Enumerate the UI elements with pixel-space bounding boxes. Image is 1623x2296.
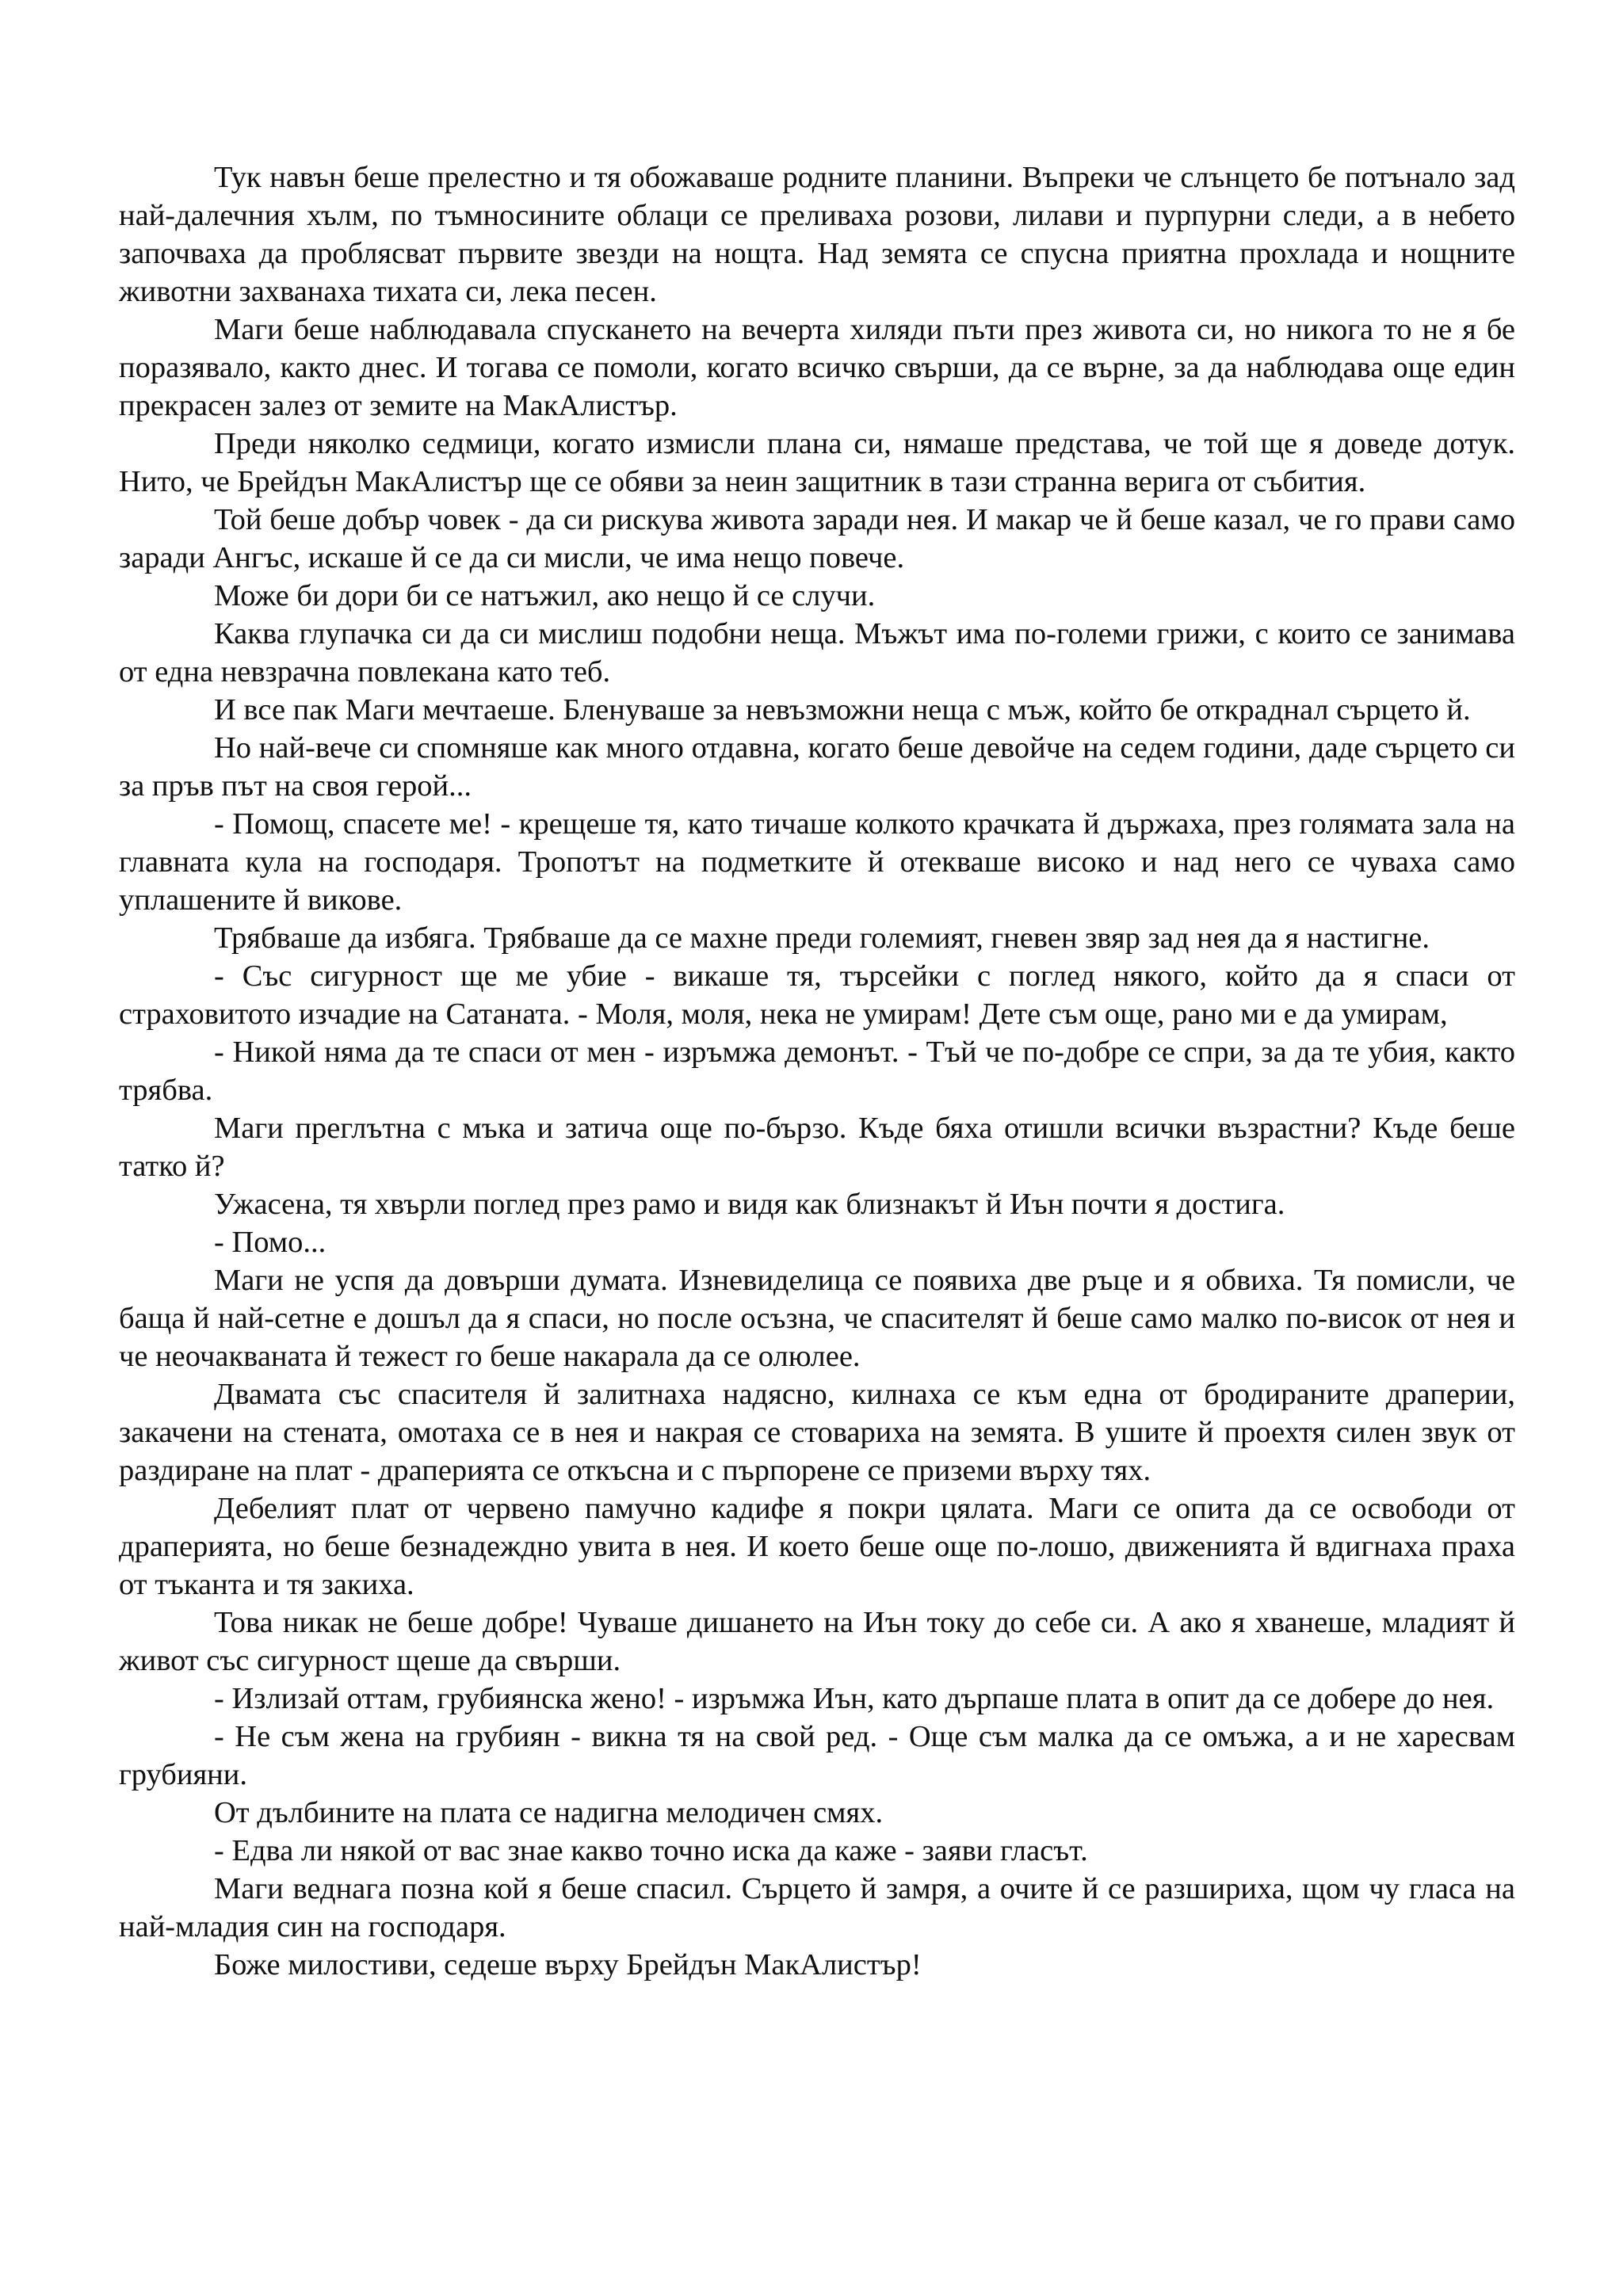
paragraph: Но най-вече си спомняше как много отдавна, когато беше девойче на седем години, даде сърцето си за пръв път на своя герой... — [119, 731, 1515, 803]
paragraph: От дълбините на плата се надигна мелодичен смях. — [214, 1796, 884, 1829]
paragraph: Маги веднага позна кой я беше спасил. Сърцето й замря, а очите й се разшириха, щом чу гласа на най-младия син на господаря. — [119, 1872, 1515, 1943]
paragraph: Той беше добър човек - да си рискува живота заради нея. И макар че й беше казал, че го прави само заради Ангъс, искаше й се да си мисли, че има нещо повече. — [119, 503, 1515, 574]
paragraph: И все пак Маги мечтаеше. Бленуваше за невъзможни неща с мъж, който бе откраднал сърцето й. — [214, 693, 1471, 727]
paragraph: Може би дори би се натъжил, ако нещо й се случи. — [214, 579, 876, 612]
paragraph: Маги не успя да довърши думата. Изневиделица се появиха две ръце и я обвиха. Тя помисли, че баща й най-сетне е дошъл да я спаси, но после осъзна, че спасителят й беше само малко по-висок от нея и че неочакваната й тежест го беше накарала да се олюлее. — [119, 1264, 1515, 1373]
paragraph: Трябваше да избяга. Трябваше да се махне преди големият, гневен звяр зад нея да я настигне. — [214, 921, 1430, 955]
paragraph: - Едва ли някой от вас знае какво точно иска да каже - заяви гласът. — [214, 1834, 1088, 1867]
paragraph: Двамата със спасителя й залитнаха надясно, килнаха се към една от бродираните драперии, закачени на стената, омотаха се в нея и накрая се стовариха на земята. В ушите й проехтя силен звук от раздиране на плат - драперията се откъсна и с пърпорене се приземи върху тях. — [119, 1378, 1515, 1487]
paragraph: Това никак не беше добре! Чуваше дишането на Иън току до себе си. А ако я хванеше, младият й живот със сигурност щеше да свърши. — [119, 1606, 1515, 1677]
paragraph: Преди няколко седмици, когато измисли плана си, нямаше представа, че той ще я доведе дотук. Нито, че Брейдън МакАлистър ще се обяви за неин защитник в тази странна верига от събития. — [119, 427, 1515, 498]
paragraph: - Помощ, спасете ме! - крещеше тя, като тичаше колкото крачката й държаха, през голямата зала на главната кула на господаря. Тропотът на подметките й отекваше високо и над него се чуваха само уплашените й викове. — [119, 807, 1515, 917]
paragraph: Маги беше наблюдавала спускането на вечерта хиляди пъти през живота си, но никога то не я бе поразявало, както днес. И тогава се помоли, когато всичко свърши, да се върне, за да наблюдава още един прекрасен залез от земите на МакАлистър. — [119, 313, 1515, 422]
paragraph: - Не съм жена на грубиян - викна тя на свой ред. - Още съм малка да се омъжа, а и не харесвам грубияни. — [119, 1720, 1515, 1791]
paragraph: Тук навън беше прелестно и тя обожаваше родните планини. Въпреки че слънцето бе потънало зад най-далечния хълм, по тъмносините облаци се преливаха розови, лилави и пурпурни следи, а в небето започваха да проблясват първите звезди на нощта. Над земята се спусна приятна прохлада и нощните животни захванаха тихата си, лека песен. — [119, 161, 1515, 308]
paragraph: - Излизай оттам, грубиянска жено! - изръмжа Иън, като дърпаше плата в опит да се добере до нея. — [214, 1682, 1495, 1715]
paragraph: Маги преглътна с мъка и затича още по-бързо. Къде бяха отишли всички възрастни? Къде беше татко й? — [119, 1112, 1515, 1183]
paragraph: - Никой няма да те спаси от мен - изръмжа демонът. - Тъй че по-добре се спри, за да те убия, както трябва. — [119, 1035, 1515, 1107]
paragraph: - Със сигурност ще ме убие - викаше тя, търсейки с поглед някого, който да я спаси от страховитото изчадие на Сатаната. - Моля, моля, нека не умирам! Дете съм още, рано ми е да умирам, — [119, 959, 1515, 1031]
document-page — [119, 158, 1515, 1984]
paragraph: - Помо... — [214, 1226, 327, 1259]
paragraph: Ужасена, тя хвърли поглед през рамо и видя как близнакът й Иън почти я достига. — [214, 1188, 1285, 1221]
paragraph: Каква глупачка си да си мислиш подобни неща. Мъжът има по-големи грижи, с които се занимава от една невзрачна повлекана като теб. — [119, 617, 1515, 688]
paragraph: Боже милостиви, седеше върху Брейдън МакАлистър! — [214, 1948, 922, 1981]
paragraph: Дебелият плат от червено памучно кадифе я покри цялата. Маги се опита да се освободи от драперията, но беше безнадеждно увита в нея. И което беше още по-лошо, движенията й вдигнаха праха от тъканта и тя закиха. — [119, 1492, 1515, 1601]
